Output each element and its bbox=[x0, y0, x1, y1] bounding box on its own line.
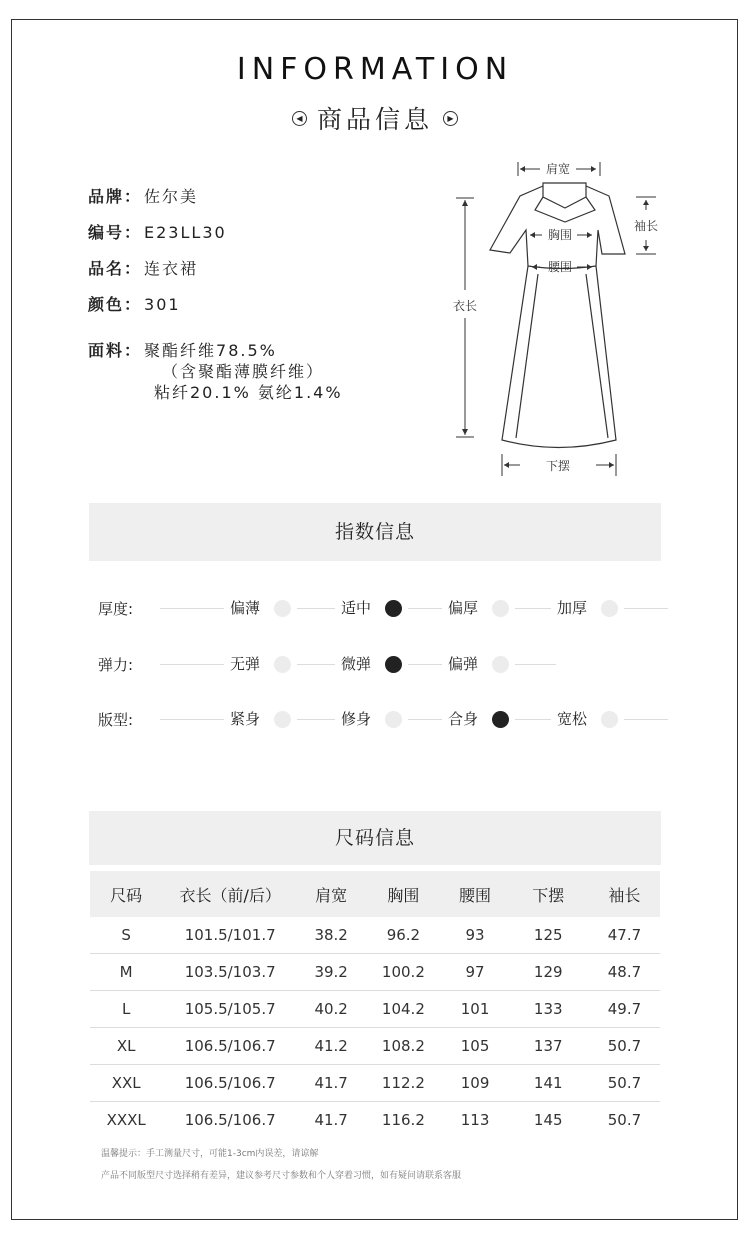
length-cell: 103.5/103.7 bbox=[162, 954, 298, 991]
hem-cell: 137 bbox=[508, 1028, 589, 1065]
shoulder-cell: 38.2 bbox=[298, 917, 364, 954]
title-english: INFORMATION bbox=[236, 52, 514, 87]
hem-cell: 129 bbox=[508, 954, 589, 991]
spec-color-value: 301 bbox=[144, 295, 181, 314]
dot-selected-icon bbox=[385, 600, 402, 617]
spec-fabric bbox=[88, 338, 277, 361]
spec-name bbox=[88, 256, 198, 279]
index-section-title: 指数信息 bbox=[89, 503, 661, 561]
shoulder-cell: 41.7 bbox=[298, 1065, 364, 1102]
spec-color-label: 颜色： bbox=[88, 295, 143, 314]
table-row bbox=[90, 917, 660, 954]
size-table-header bbox=[90, 871, 660, 917]
waist-cell: 105 bbox=[443, 1028, 508, 1065]
measurement-note: 温馨提示：手工测量尺寸，可能1-3cm内误差，请谅解 bbox=[101, 1149, 319, 1159]
index-option-thick bbox=[442, 596, 515, 620]
index-row-fit bbox=[98, 707, 668, 731]
table-row bbox=[90, 1065, 660, 1102]
size-cell: XXL bbox=[90, 1065, 162, 1102]
waist-cell: 109 bbox=[443, 1065, 508, 1102]
spec-code-label: 编号： bbox=[88, 223, 143, 242]
size-header-cell: 腰围 bbox=[459, 885, 492, 905]
waist-cell: 113 bbox=[460, 1111, 490, 1129]
size-table bbox=[90, 871, 660, 1138]
waist-cell: 97 bbox=[443, 954, 508, 991]
spec-fabric-line-2: （含聚酯薄膜纤维） bbox=[162, 362, 325, 381]
length-cell: 101.5/101.7 bbox=[162, 917, 298, 954]
hem-cell: 145 bbox=[533, 1111, 563, 1129]
index-option-stretchy bbox=[442, 652, 515, 676]
spec-code-value: E23LL30 bbox=[144, 223, 227, 242]
index-option-no-stretch bbox=[224, 652, 297, 676]
size-cell: M bbox=[90, 954, 162, 991]
sleeve-cell: 47.7 bbox=[589, 917, 660, 954]
title-chinese-row bbox=[0, 100, 750, 136]
spec-brand-value: 佐尔美 bbox=[144, 187, 199, 206]
spec-fabric-label: 面料： bbox=[88, 341, 143, 360]
hem-cell: 141 bbox=[508, 1065, 589, 1102]
index-option-text: 偏厚 bbox=[448, 599, 479, 617]
sleeve-cell: 50.7 bbox=[589, 1028, 660, 1065]
dot-selected-icon bbox=[385, 656, 402, 673]
spec-name-value: 连衣裙 bbox=[144, 259, 199, 278]
index-option-text: 无弹 bbox=[230, 655, 261, 673]
dot-unselected-icon bbox=[492, 600, 509, 617]
length-cell: 105.5/105.7 bbox=[162, 991, 298, 1028]
length-cell: 106.5/106.7 bbox=[184, 1111, 276, 1129]
size-header-cell: 肩宽 bbox=[315, 885, 348, 905]
size-header-cell: 尺码 bbox=[110, 885, 143, 905]
index-option-tight bbox=[224, 707, 297, 731]
shoulder-cell: 39.2 bbox=[298, 954, 364, 991]
size-cell: L bbox=[90, 991, 162, 1028]
index-option-text: 微弹 bbox=[341, 655, 372, 673]
index-option-text: 偏薄 bbox=[230, 599, 261, 617]
dot-unselected-icon bbox=[601, 711, 618, 728]
index-option-text: 修身 bbox=[341, 710, 372, 728]
hem-cell: 133 bbox=[508, 991, 589, 1028]
shoulder-cell: 41.7 bbox=[314, 1111, 348, 1129]
index-option-text: 合身 bbox=[448, 710, 479, 728]
index-option-text: 偏弹 bbox=[448, 655, 479, 673]
spec-brand-label: 品牌： bbox=[88, 187, 143, 206]
chest-cell: 112.2 bbox=[364, 1065, 442, 1102]
index-option-medium bbox=[335, 596, 408, 620]
spec-color bbox=[88, 292, 181, 315]
dot-unselected-icon bbox=[492, 656, 509, 673]
index-option-text: 紧身 bbox=[230, 710, 261, 728]
size-header-cell: 袖长 bbox=[608, 885, 641, 905]
shoulder-cell: 40.2 bbox=[298, 991, 364, 1028]
dot-selected-icon bbox=[492, 711, 509, 728]
dim-length-label: 衣长 bbox=[452, 299, 478, 313]
chest-cell: 116.2 bbox=[381, 1111, 425, 1129]
waist-cell: 93 bbox=[443, 917, 508, 954]
spec-name-label: 品名： bbox=[88, 259, 143, 278]
index-label-thickness: 厚度: bbox=[98, 600, 134, 618]
spec-code bbox=[88, 220, 227, 243]
shoulder-cell: 41.2 bbox=[298, 1028, 364, 1065]
waist-cell: 101 bbox=[443, 991, 508, 1028]
index-row-elasticity bbox=[98, 652, 668, 676]
fit-advice-note: 产品不同版型尺寸选择稍有差异，建议参考尺寸参数和个人穿着习惯，如有疑问请联系客服 bbox=[101, 1171, 462, 1181]
spec-fabric-line-3: 粘纤20.1% 氨纶1.4% bbox=[154, 383, 343, 402]
table-row bbox=[90, 1102, 660, 1139]
spec-fabric-line-1: 聚酯纤维78.5% bbox=[144, 341, 277, 360]
sleeve-cell: 50.7 bbox=[607, 1111, 642, 1129]
dot-unselected-icon bbox=[274, 656, 291, 673]
index-option-loose bbox=[551, 707, 624, 731]
size-header-cell: 衣长（前/后） bbox=[179, 885, 281, 905]
chest-cell: 96.2 bbox=[364, 917, 442, 954]
index-option-thin bbox=[224, 596, 297, 620]
size-header-cell: 胸围 bbox=[387, 885, 420, 905]
index-row-thickness bbox=[98, 596, 668, 620]
sleeve-cell: 49.7 bbox=[589, 991, 660, 1028]
length-cell: 106.5/106.7 bbox=[162, 1028, 298, 1065]
title-chinese: 商品信息 bbox=[316, 105, 433, 134]
circle-right-arrow-icon: ▶ bbox=[443, 111, 458, 126]
index-label-elasticity: 弹力: bbox=[98, 656, 134, 674]
hem-cell: 125 bbox=[508, 917, 589, 954]
dim-sleeve-label: 袖长 bbox=[633, 219, 659, 233]
dot-unselected-icon bbox=[274, 711, 291, 728]
circle-left-arrow-icon: ◀ bbox=[292, 111, 307, 126]
table-row bbox=[90, 991, 660, 1028]
index-option-slim bbox=[335, 707, 408, 731]
dot-unselected-icon bbox=[601, 600, 618, 617]
index-option-text: 适中 bbox=[341, 599, 372, 617]
dot-unselected-icon bbox=[274, 600, 291, 617]
size-header-cell: 下摆 bbox=[532, 885, 565, 905]
chest-cell: 108.2 bbox=[364, 1028, 442, 1065]
index-option-text: 加厚 bbox=[557, 599, 588, 617]
dress-measurement-diagram bbox=[440, 150, 680, 485]
size-cell: XXXL bbox=[106, 1111, 146, 1129]
index-option-slight-stretch bbox=[335, 652, 408, 676]
table-row bbox=[90, 1028, 660, 1065]
length-cell: 106.5/106.7 bbox=[162, 1065, 298, 1102]
dim-hem-label: 下摆 bbox=[545, 459, 571, 473]
sleeve-cell: 48.7 bbox=[589, 954, 660, 991]
size-cell: S bbox=[90, 917, 162, 954]
index-option-extra-thick bbox=[551, 596, 624, 620]
size-cell: XL bbox=[90, 1028, 162, 1065]
dim-shoulder-label: 肩宽 bbox=[545, 162, 571, 176]
spec-brand bbox=[88, 184, 198, 207]
table-row bbox=[90, 954, 660, 991]
dim-chest-label: 胸围 bbox=[547, 228, 573, 242]
index-label-fit: 版型: bbox=[98, 711, 134, 729]
dot-unselected-icon bbox=[385, 711, 402, 728]
index-option-regular bbox=[442, 707, 515, 731]
chest-cell: 104.2 bbox=[364, 991, 442, 1028]
size-section-title: 尺码信息 bbox=[89, 811, 661, 865]
chest-cell: 100.2 bbox=[364, 954, 442, 991]
sleeve-cell: 50.7 bbox=[589, 1065, 660, 1102]
dim-waist-label: 腰围 bbox=[547, 260, 573, 274]
index-option-text: 宽松 bbox=[557, 710, 588, 728]
